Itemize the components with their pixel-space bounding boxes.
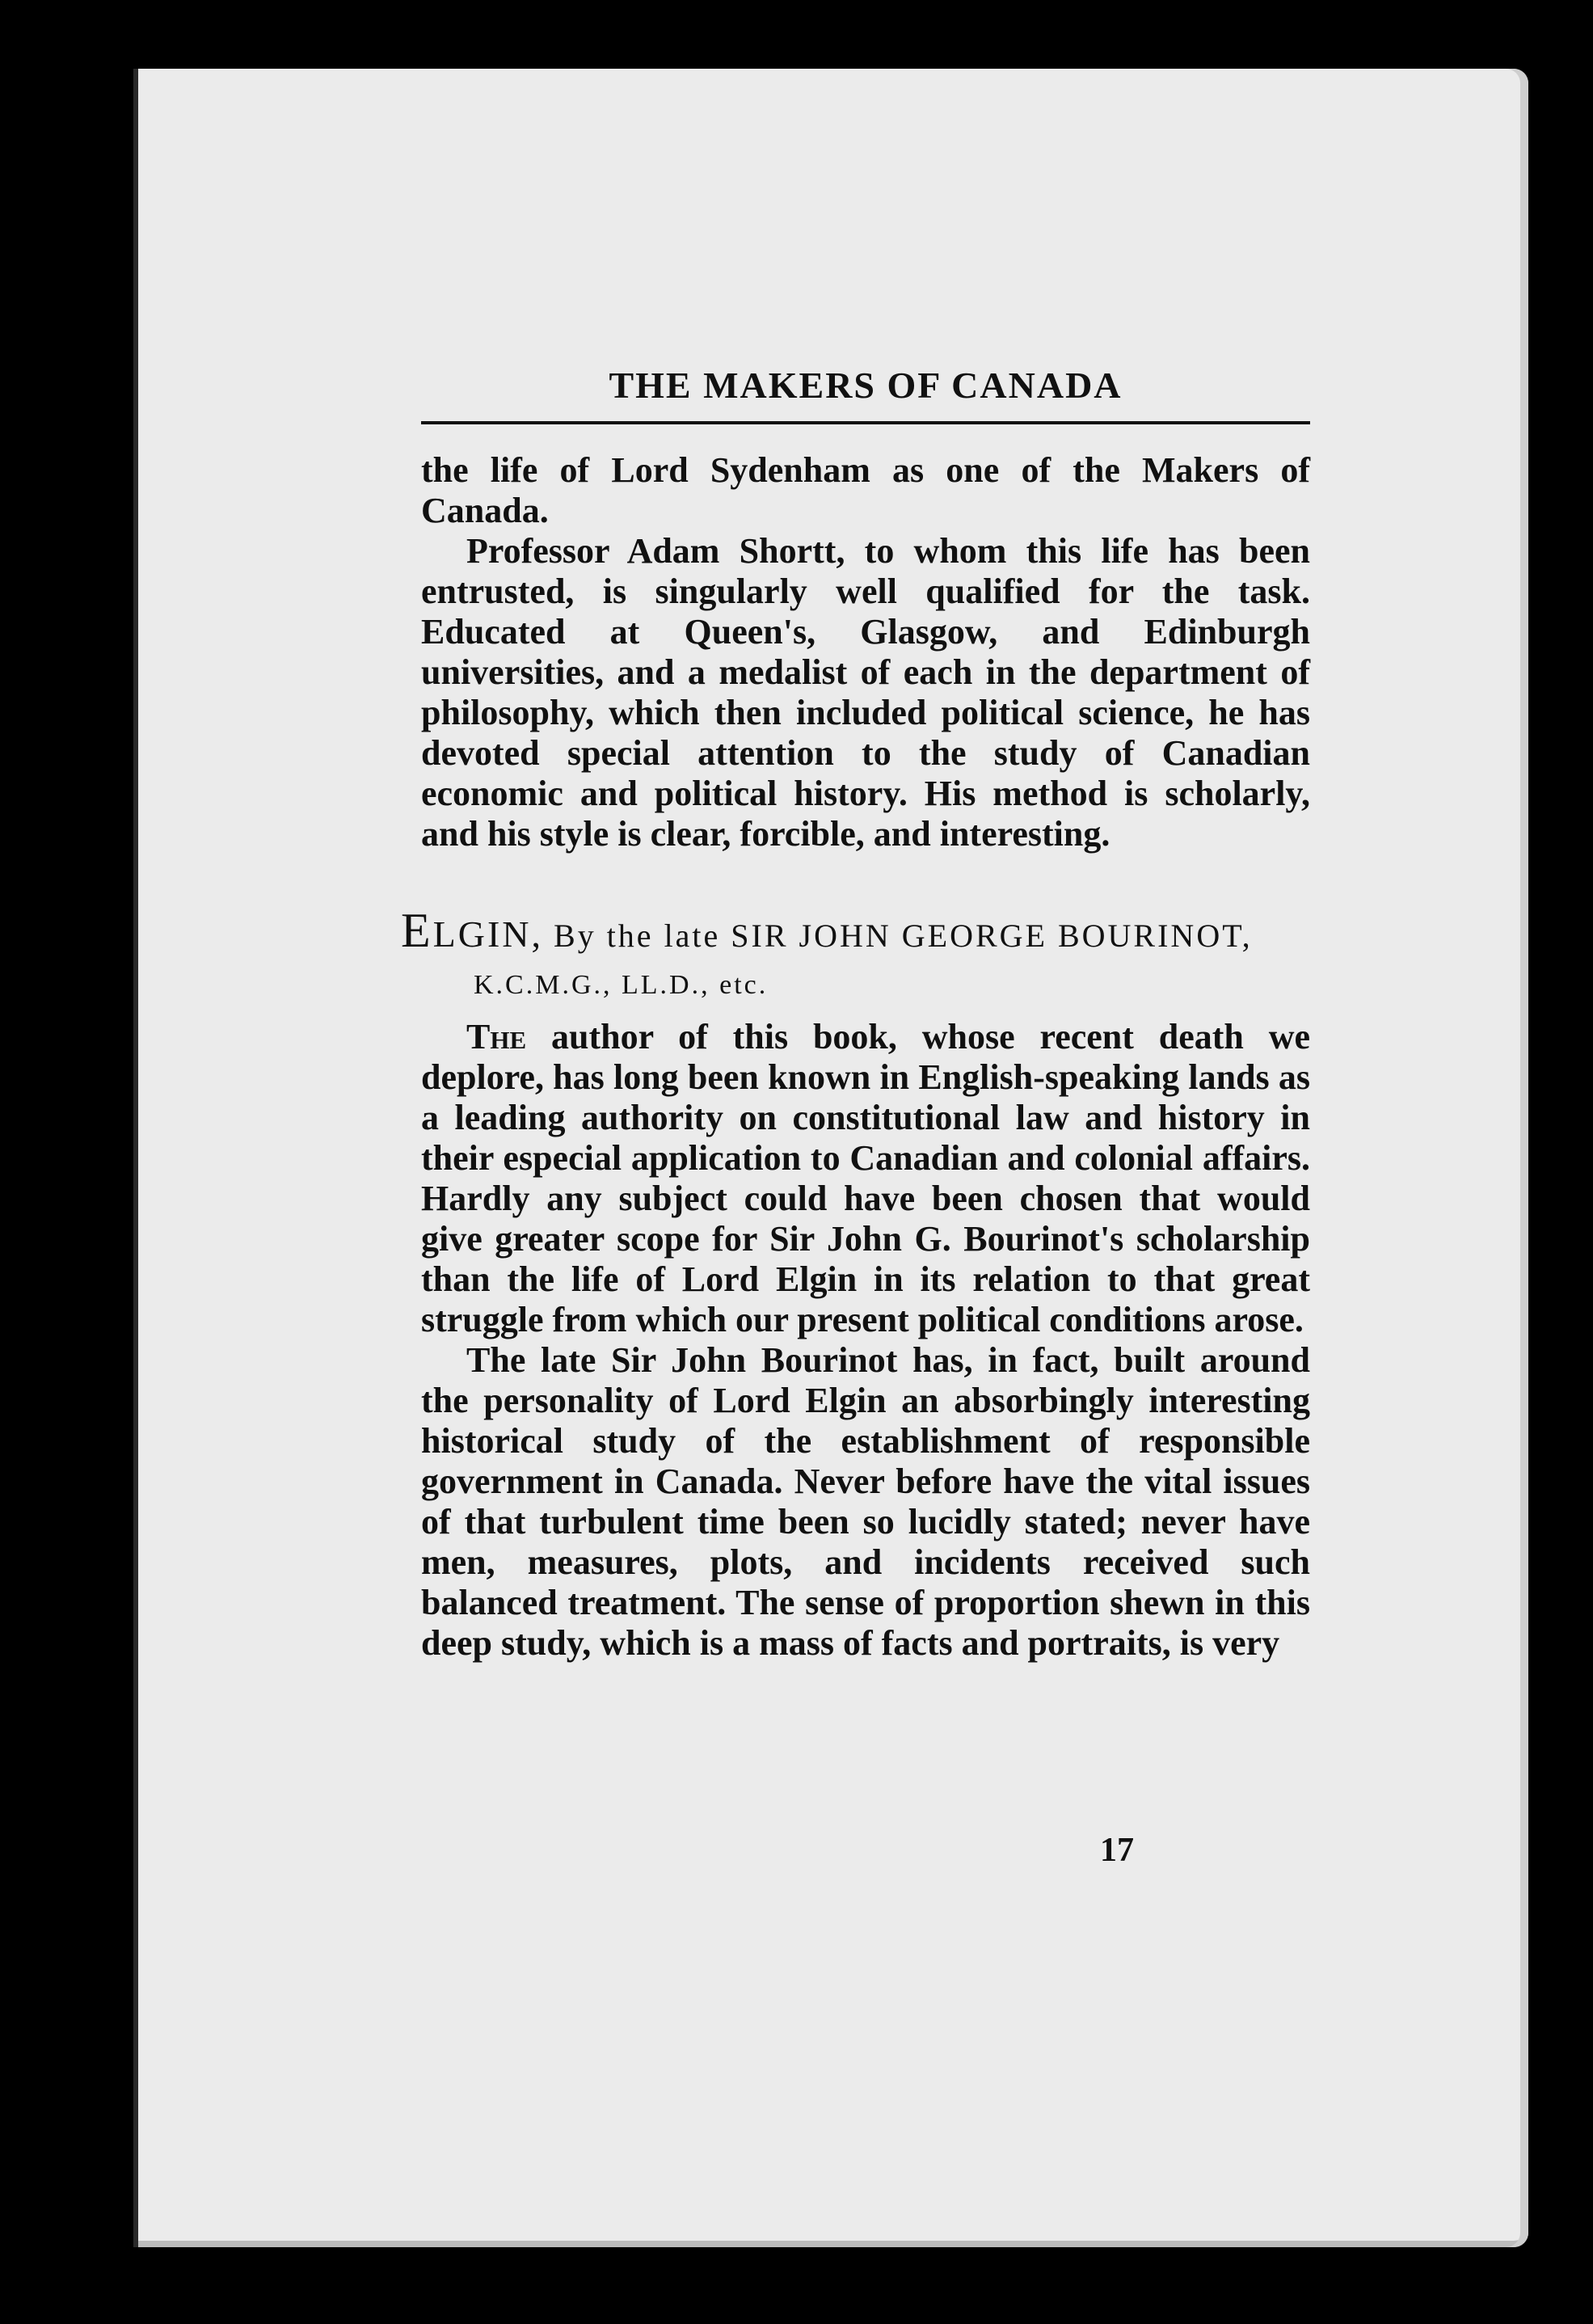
entry-credentials: K.C.M.G., LL.D., etc. [474, 970, 769, 1000]
entry-title: LGIN, [432, 913, 544, 955]
paragraph-1: the life of Lord Sydenham as one of the Makers of Canada. [421, 450, 1310, 530]
running-head: THE MAKERS OF CANADA [421, 364, 1310, 424]
paragraph-3-body: author of this book, whose recent death we deplore, has long been known in English-speaking lands as a leading authority on constitutional law and history in their especial application to Canadian and colonial affairs. Hardly any subject could have been chosen that would give greater scope for Sir John G. Bourinot's scholarship than the life of Lord Elgin in its relation to that great struggle from which our present political conditions arose. [421, 1017, 1310, 1339]
paragraph-3 [421, 1017, 1310, 1340]
paragraph-2: Professor Adam Shortt, to whom this life has been entrusted, is singularly well qualified for the task. Educated at Queen's, Glasgow, and Edinburgh universities, and a medalist of each in the department of philosophy, which then included political science, he has devoted special attention to the study of Canadian economic and political history. His method is scholarly, and his style is clear, forcible, and interesting. [421, 531, 1310, 854]
entry-initial: E [401, 904, 433, 957]
entry-byline: By the late SIR JOHN GEORGE BOURINOT, [554, 917, 1253, 954]
text-column [401, 364, 1310, 1664]
book-page [133, 69, 1528, 2247]
paragraph-4: The late Sir John Bourinot has, in fact, built around the personality of Lord Elgin an absorbingly interesting historical study of the establishment of responsible government in Canada. Never before have the vital issues of that turbulent time been so lucidly stated; never have men, measures, plots, and incidents received such balanced treatment. The sense of proportion shewn in this deep study, which is a mass of facts and portraits, is very [421, 1340, 1310, 1663]
page-number: 17 [1100, 1832, 1134, 1869]
entry-heading [401, 903, 1310, 1001]
paragraph-3-opening-word: The [466, 1017, 527, 1057]
